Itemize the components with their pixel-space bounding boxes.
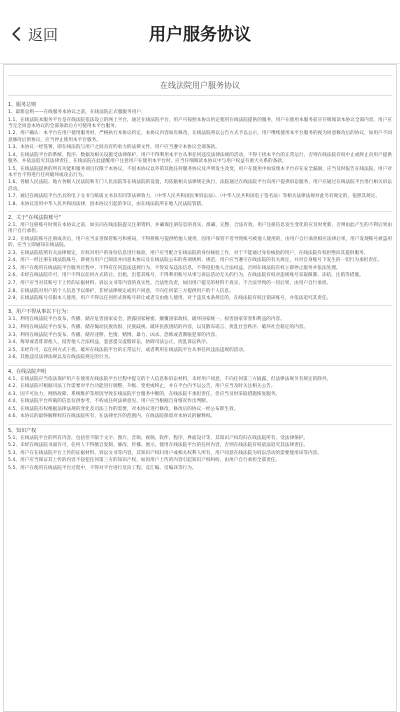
agreement-paragraph: 1.7、通过在线法院平台出具的电子文书与纸质文书具有同等法律效力，（中华人民共和国民事诉讼法）、（中华人民共和国电子签名法）等相关法律法规对此另有规定的，依照其规定。 <box>8 194 381 200</box>
agreement-paragraph: 1.6、各级人民法院、地方各级人民法院和专门人民法院等在线法院的设置，均依据相关法律规定执行，法院通过在线法院平台向用户提供诉讼服务，用户应通过在线法院平台进行相关诉讼活动。 <box>8 180 392 192</box>
agreement-paragraph: 3.1、利用在线法院平台发布、传播、储存危害国家安全、泄露国家秘密、颠覆国家政权、破坏国家统一、损害国家荣誉和利益的内容。 <box>8 317 285 323</box>
agreement-paragraph: 5.3、用户在在线法院平台上传的证据材料、诉讼文书等内容，其知识产权归用户或相关权利人所有，用户同意在线法院为诉讼活动的需要使用该等内容。 <box>8 450 322 456</box>
agreement-paragraph: 5.5、用户在使用在线法院平台过程中，不得对平台进行反向工程、反汇编、反编译等行为。 <box>8 466 197 472</box>
agreement-paragraph: 1.5、在线法院提供的所有功能和服务项目仅限于本协议，不因本协议以外的其他任何服务协议及声明发生改变，用户在使用中如发现本平台存在安全漏洞，应当及时报告在线法院，用户对本平台不得进行任何破坏或攻击行为。 <box>8 166 392 178</box>
agreement-paragraph: 3.4、侮辱或者诽谤他人，侵害他人合法权益，恶意提交虚假诉讼，妨碍司法公正，扰乱诉讼秩序。 <box>8 340 211 346</box>
agreement-paragraph: 2.8、在线法院对用户的个人信息予以保护，非经法律规定或用户同意，不向任何第三方提供用户的个人信息。 <box>8 288 234 294</box>
agreement-paragraph: 3.5、未经许可，以任何方式干扰、破坏在线法院平台的正常运行，或者利用在线法院平台从事任何违法违规的活动。 <box>8 347 248 353</box>
section-heading: 4、在线法院声明 <box>8 368 47 375</box>
section-divider <box>8 211 392 212</box>
agreement-paragraph: 4.3、因不可抗力、网络故障、系统维护等原因导致在线法院平台服务中断的，在线法院不承担责任，但应当及时采取措施恢复服务。 <box>8 391 281 397</box>
agreement-paragraph: 2.3、在线法院依照有关法律规定，有权对用户的身份信息进行核验，用户应当配合在线法院的身份核验工作，对于不能通过身份核验的用户，在线法院有权拒绝向其提供服务。 <box>8 250 369 256</box>
agreement-paragraph: 5.1、在线法院平台的所有内容，包括但不限于文字、图片、音频、视频、软件、程序、界面设计等，其知识产权均归在线法院所有，受法律保护。 <box>8 435 309 441</box>
agreement-paragraph: 2.2、在线法院账号注册成功后，用户应当妥善保管账号和密码，不得将账号提供给他人使用，因用户保管不善导致账号被他人使用的，由用户自行承担相应法律后果，用户发现账号被盗用的，应当立即通知在线法院。 <box>8 236 392 248</box>
agreement-paragraph: 1.1、在线法院本服务平台是在线法院依法设立的网上平台，通过在线法院平台，用户可按照本协议约定使用在线法院提供的服务，用户在使用本服务前应仔细阅读本协议全部内容，用户应当完全同意本协议的全部条款后方可使用本平台服务。 <box>8 117 392 129</box>
agreement-paragraph: 2.4、用户一经注册在线法院账号，即视为用户已阅读并同意本协议及在线法院公布的各项规则、规范，用户应当遵守在线法院的有关规定，并对自身账号下发生的一切行为承担责任。 <box>8 258 383 264</box>
agreement-paragraph: 3.6、其他违反法律法规以及在线法院规定的行为。 <box>8 355 113 361</box>
document-title: 在线法院用户服务协议 <box>8 75 392 96</box>
agreement-paragraph: 2.7、用户应当对其账号下上传的证据材料、诉讼文书等内容的真实性、合法性负责，如因用户提交的材料不真实、不合法导致的一切后果，由用户自行承担。 <box>8 280 332 286</box>
section-heading: 3、用户不得从事以下行为： <box>8 309 72 316</box>
agreement-paragraph: 4.5、在线法院有权根据法律法规的变化及司法工作的需要，对本协议进行修改，修改后的协议一经公布即生效。 <box>8 406 239 412</box>
agreement-document[interactable] <box>3 64 397 712</box>
agreement-paragraph: 4.4、在线法院平台所载的信息仅供参考，不构成任何法律意见，用户应当根据自身情况作出判断。 <box>8 399 211 405</box>
section-heading: 2、关于"在线法院账号" <box>8 214 61 221</box>
agreement-paragraph: 2.9、在线法院账号仅限本人使用，用户不得以任何形式将账号转让或者交由他人使用，对于违反本条规定的，在线法院有权注销该账号，并依法追究其责任。 <box>8 296 332 302</box>
page-title: 用户服务协议 <box>149 25 251 45</box>
section-heading: 1、服务总则 <box>8 102 37 108</box>
section-divider <box>8 365 392 366</box>
section-heading: 5、知识产权 <box>8 427 37 434</box>
navigation-bar <box>0 0 400 64</box>
agreement-paragraph: 4.1、在线法院应当依法保护用户在使用在线法院平台过程中提交的个人信息和诉讼材料，未经用户同意，不向任何第三方披露，但法律法规另有规定的除外。 <box>8 376 332 382</box>
agreement-paragraph: 2.1、用户注册账号时须在本协议之前，如实向在线法院提交注册资料，并确保注册信息的真实、准确、完整、合法有效，用户注册信息发生变化的应及时更新，否则由此产生的不利后果由用户自行承担。 <box>8 222 392 235</box>
agreement-paragraph: 1.4、在线法院平台的系统、程序、数据及相关设施受法律保护，用户不得利用本平台从事任何违反法律法规的活动，不得干扰本平台的正常运行，否则在线法院有权中止或终止向用户提供服务，并依法追究其法律责任，在线法院在此提醒用户注意用户在使用本平台时，应当仔细阅读本协议中与用户权益有重大关系的条款。 <box>8 152 392 164</box>
back-label: 返回 <box>28 25 59 44</box>
agreement-paragraph: 4.6、本协议的最终解释权归在线法院所有，在法律允许的范围内，在线法院保留对本协议的解释权。 <box>8 414 216 420</box>
agreement-paragraph: 3.3、利用在线法院平台发布、传播、储存淫秽、色情、赌博、暴力、凶杀、恐怖或者教唆犯罪的内容。 <box>8 332 220 338</box>
agreement-paragraph: 3.2、利用在线法院平台发布、传播、储存煽动民族仇恨、民族歧视、破坏民族团结的内容，以及散布谣言、扰乱社会秩序、破坏社会稳定的内容。 <box>8 324 309 330</box>
agreement-paragraph: 1.3、本协议一经签署，即在线法院与用户之间具有约束力的法律文件，用户应当遵守本协议全部条款。 <box>8 145 220 151</box>
agreement-paragraph: 1、最新总则——在线服务本协议之前，在线法院正式服服务用户： <box>8 110 146 115</box>
agreement-paragraph: 4.2、在线法院可根据司法工作需要对平台功能进行调整、升级、变更或终止，并在平台内予以公告，用户应当及时关注相关公告。 <box>8 384 276 390</box>
agreement-paragraph: 5.4、用户应当保证其上传的内容不侵犯任何第三方的知识产权，如因用户上传的内容引起知识产权纠纷，由用户自行承担全部责任。 <box>8 458 281 464</box>
agreement-paragraph: 1.2、用户确认：本平台在用户使用服务时，严格执行本协议约定，本协议内容如有修改，在线法院将以公告方式予以公示，用户继续使用本平台服务的视为同意修改后的协议，如用户不同意修改后的协议，应当停止使用本平台服务。 <box>8 131 392 143</box>
agreement-paragraph: 2.5、用户在使用在线法院平台服务过程中，不得有任何违法违规行为，不得发布违法信息，不得侵犯他人合法权益，否则在线法院有权立即停止服务并依法处理。 <box>8 265 341 271</box>
document-body <box>8 102 392 472</box>
agreement-paragraph: 2.6、未经在线法院许可，用户不得以任何方式转让、出租、出借其账号，不得利用账号从事与诉讼活动无关的行为，在线法院有权对违规账号采取限制、冻结、注销等措施。 <box>8 273 364 279</box>
agreement-paragraph: 5.2、未经在线法院书面许可，任何人不得擅自复制、修改、传播、展示、使用在线法院平台的任何内容，否则在线法院有权依法追究其法律责任。 <box>8 443 309 449</box>
section-divider <box>8 305 392 306</box>
section-divider <box>8 424 392 425</box>
agreement-paragraph: 1.8、本协议适用中华人民共和国法律，因本协议引起的争议，由在线法院所在地人民法院管辖。 <box>8 201 206 207</box>
